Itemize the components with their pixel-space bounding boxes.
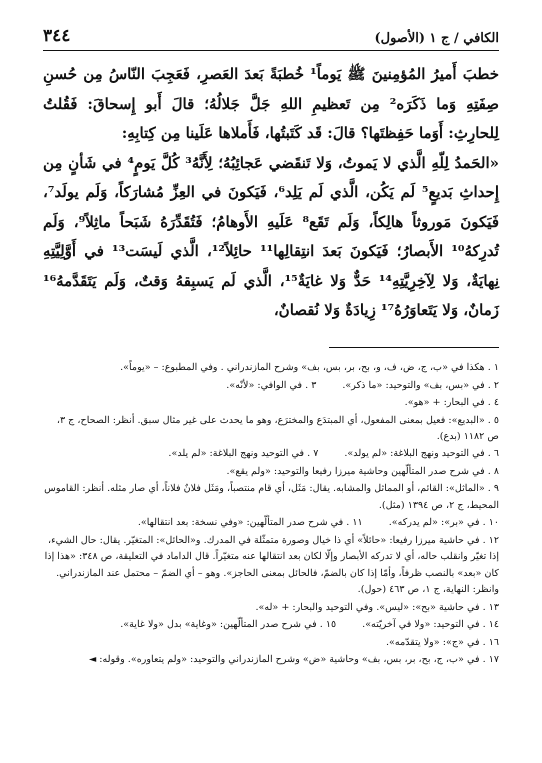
footnote-row-10-11 xyxy=(43,515,499,531)
footnote-6: ٦ . في التوحيد ونهج البلاغة: «لم يولد». xyxy=(344,448,499,460)
footnote-15: ١٥ . في شرح صدر المتألّهين: «وغاية» بدل «ولا غاية». xyxy=(120,619,337,631)
footnote-5: ٥ . «البديع»: فعيل بمعنى المفعول، أي المبتدَع والمخترَع، وهو ما يحدث على غير مثال سبق. أنظر: الصحاح، ج ٣، ص ١١٨٢ (بدع). xyxy=(56,414,499,442)
footnote-13: ١٣ . في حاشية «بح»: «ليس». وفي التوحيد والبحار: + «له». xyxy=(255,601,499,613)
footnote-9: ٩ . «الماثل»: القائم، أو المماثل والمشابه. يقال: مَثَل، أي قام منتصباً، ومَثَل فلانٌ فلاناً، أي صار مثله. أنظر: القاموس المحيط، ج ٢، ص ١٣٩٤ (مثل). xyxy=(44,483,499,511)
footnote-11: ١١ . في شرح صدر المتألّهين: «وفي نسخة: بعد انتقالها». xyxy=(137,517,363,529)
footnote-2: ٢ . في «بس، بف» والتوحيد: «ما ذكر». xyxy=(342,379,499,391)
page-number: ٣٤٤ xyxy=(43,26,71,46)
footnotes xyxy=(43,360,499,670)
sermon-paragraph: «الحَمدُ لِلّهِ الَّذي لا يَموتُ، وَلا تَنقَضي عَجائِبُهُ؛ لِأَنَّهُ³ كُلَّ يَومٍ⁴ في شَأنٍ مِن إِحداثِ بَديعٍ⁵ لَم يَكُن، الَّذي لَم يَلِد⁶، فَيَكونَ في العِزِّ مُشارَكاً، وَلَم يولَد⁷، فَيَكونَ مَوروثاً هالِكاً، وَلَم تَقَع⁸ عَلَيهِ الأَوهامُ؛ فَتُقَدِّرَهُ شَبَحاً ماثِلاً⁹، وَلَم تُدرِكهُ¹⁰ الأَبصارُ؛ فَيَكونَ بَعدَ انتِقالِها¹¹ حائِلاً¹²، الَّذي لَيسَت¹³ في أَوَّلِيَّتِهِ نِهايَةٌ، وَلا لِآخِرِيَّتِهِ¹⁴ حَدٌّ وَلا غايَةٌ¹⁵، الَّذي لَم يَسبِقهُ وَقتٌ، وَلَم يَتَقَدَّمهُ¹⁶ زَمانٌ، وَلا يَتَعاوَرُهُ¹⁷ زِيادَةٌ وَلا نُقصانٌ، xyxy=(43,153,500,319)
footnote-10: ١٠ . في «بر»: «لم يدركه». xyxy=(388,517,499,529)
page-header xyxy=(43,22,499,46)
footnote-row-6-7 xyxy=(43,446,499,462)
footnote-row-14-15 xyxy=(43,617,499,633)
footnote-17: ١٧ . في «ب، ج، بح، بر، بس، بف» وحاشية «ض» وشرح المازندراني والتوحيد: «ولم يتعاوره». وقوله: ◄ xyxy=(88,654,499,666)
footnote-16: ١٦ . في «ج»: «ولا يتقدّمه». xyxy=(386,636,499,648)
main-text xyxy=(43,60,499,326)
footnote-1: ١ . هكذا في «ب، ج، ض، ف، و، بح، بر، بس، بف» وشرح المازندراني . وفي المطبوع: – «يوماً». xyxy=(120,362,499,373)
running-title: الكافي / ج ١ (الأصول) xyxy=(374,31,499,46)
footnote-divider xyxy=(329,347,499,348)
header-divider xyxy=(43,50,499,51)
intro-paragraph: خطبَ أَميرُ المُؤمِنينَ ﷺ يَوماً¹ خُطبَةً بَعدَ العَصرِ، فَعَجِبَ النّاسُ مِن حُسنِ صِفَتِهِ وَما ذَكَرَه² مِن تَعظيمِ اللهِ جَلَّ جَلالُهُ؛ قالَ أَبو إِسحاقَ: فَقُلتُ لِلحارِثِ: أَوَما حَفِظتَها؟ قالَ: قَد كَتَبتُها، فَأَملاها عَلَينا مِن كِتابِهِ: xyxy=(43,65,500,142)
footnote-12: ١٢ . في حاشية ميرزا رفيعا: «حائلاً» أي ذا خيال وصورة متمثّلة في المدرك. و«الحائل»: المتغيّر. يقال: حال الشيء، إذا تغيّر وانقلب حاله، أي لا تدركه الأبصار وإلّا لكان بعد انتقالها عنه متغيّراً. قال الداماد في التعليقة، ص ٣٤٨: «هذا إذا كان «بعد» بالنصب ظرفاً، وأمّا إذا كان بالضمّ، فالحائل بمعنى الحاجز». وهو – أي الضمّ – محتمل عند المازندراني. وانظر: النهاية، ج ١، ص ٤٦٣ (حول). xyxy=(44,534,499,596)
footnote-7: ٧ . في التوحيد ونهج البلاغة: «لم يلد». xyxy=(168,448,319,460)
footnote-4: ٤ . في البحار: + «هو». xyxy=(404,397,499,408)
footnote-3: ٣ . في الوافي: «لأنّه». xyxy=(226,379,317,391)
footnote-row-2-3 xyxy=(43,378,499,394)
footnote-14: ١٤ . في التوحيد: «ولا في آخريّته». xyxy=(362,619,499,631)
footnote-8: ٨ . في شرح صدر المتألّهين وحاشية ميرزا رفيعا والتوحيد: «ولم يقع». xyxy=(226,465,499,477)
